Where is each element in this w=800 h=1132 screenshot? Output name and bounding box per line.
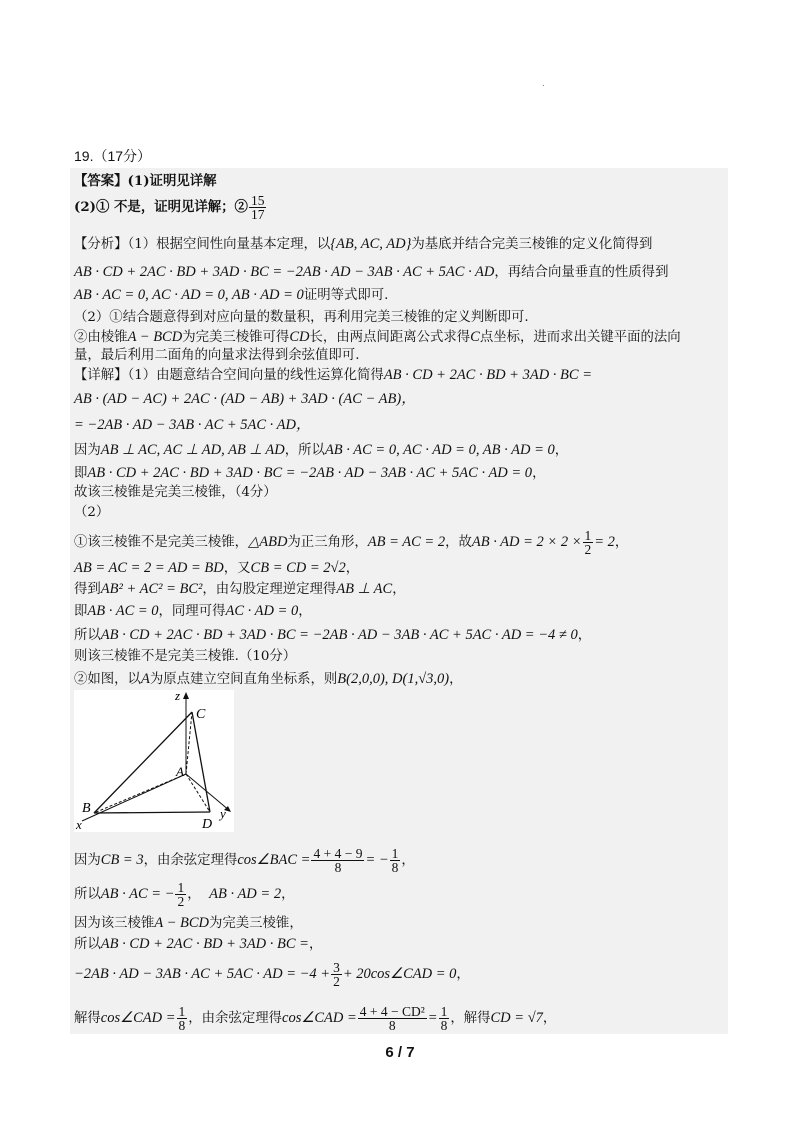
detail-line-5: 即AB · CD + 2AC · BD + 3AD · BC = −2AB · AD − 3AB · AC + 5AC · AD = 0， (74, 465, 546, 481)
analysis-line-5: ②由棱锥A − BCD为完美三棱锥可得CD长，由两点间距离公式求得C点坐标，进而求出关键平面的法向 (74, 329, 681, 345)
detail-line-9: AB = AC = 2 = AD = BD，又CB = CD = 2√2， (74, 560, 360, 576)
question-number: 19.（17分） (74, 148, 152, 164)
detail-line-7: （2） (74, 505, 110, 520)
pyramid-svg (74, 690, 234, 832)
detail-line-3: = −2AB · AD − 3AB · AC + 5AC · AD， (74, 417, 311, 433)
detail-line-12: 所以AB · CD + 2AC · BD + 3AD · BC = −2AB · AD − 3AB · AC + 5AC · AD = −4 ≠ 0， (74, 627, 592, 643)
z-axis-arrow (183, 692, 189, 699)
detail-line-17: 因为该三棱锥A − BCD为完美三棱锥， (74, 915, 303, 931)
detail-line-20: 解得cos∠CAD = $\frac{1}{8}$ ，由余弦定理得cos∠CAD = $\frac{\text{4 + 4 − CD²}}{8}$ = $\frac{1}{8}$ ，解得CD = √7， (74, 1004, 557, 1033)
label-x: x (76, 817, 82, 832)
analysis-line-4: （2）①结合题意得到对应向量的数量积，再利用完美三棱锥的定义判断即可. (74, 310, 529, 325)
label-y: y (220, 806, 226, 821)
edge-ac (186, 712, 192, 774)
analysis-line-3: AB · AC = 0, AC · AD = 0, AB · AD = 0证明等式即可. (74, 287, 389, 303)
label-b: B (82, 801, 91, 816)
analysis-line-2: AB · CD + 2AC · BD + 3AD · BC = −2AB · AD − 3AB · AC + 5AC · AD，再结合向量垂直的性质得到 (74, 264, 669, 280)
edge-bd (94, 812, 210, 813)
detail-line-1: 【详解】（1）由题意结合空间向量的线性运算化简得AB · CD + 2AC · BD + 3AD · BC = (74, 367, 592, 383)
detail-line-6: 故该三棱锥是完美三棱锥，（4分） (74, 485, 277, 500)
label-z: z (175, 690, 181, 703)
label-a: A (176, 764, 184, 779)
label-d: D (202, 817, 213, 832)
detail-line-19: −2AB · AD − 3AB · AC + 5AC · AD = −4 + $\frac{3}{2}$ + 20cos∠CAD = 0， (74, 960, 470, 989)
edge-bc (94, 712, 192, 813)
analysis-line-1: 【分析】（1）根据空间性向量基本定理，以{AB, AC, AD}为基底并结合完美三棱锥的定义化简得到 (74, 236, 653, 252)
corner-dot: . (542, 78, 545, 89)
detail-line-4: 因为AB ⊥ AC, AC ⊥ AD, AB ⊥ AD，所以AB · AC = 0, AC · AD = 0, AB · AD = 0， (74, 442, 569, 458)
detail-line-18: 所以AB · CD + 2AC · BD + 3AD · BC =， (74, 936, 323, 952)
detail-line-11: 即AB · AC = 0，同理可得AC · AD = 0， (74, 603, 312, 619)
detail-line-16: 所以AB · AC = − $\frac{1}{2}$ ， AB · AD = 2， (74, 880, 295, 909)
label-c: C (196, 707, 206, 722)
detail-line-14: ②如图，以A为原点建立空间直角坐标系，则B(2,0,0), D(1,√3,0)， (74, 671, 463, 687)
detail-line-13: 则该三棱锥不是完美三棱锥.（10分） (74, 649, 297, 664)
answer-line-2: (2)① 不是，证明见详解；② $\frac{15}{17}$ (74, 193, 265, 222)
detail-line-15: 因为CB = 3，由余弦定理得cos∠BAC = $\frac{4 + 4 - 9}{8}$ = − $\frac{1}{8}$ ， (74, 846, 415, 875)
pyramid-diagram (74, 690, 234, 832)
detail-line-10: 得到AB² + AC² = BC²，由勾股定理逆定理得AB ⊥ AC， (74, 581, 406, 597)
analysis-line-6: 量，最后利用二面角的向量求法得到余弦值即可. (74, 348, 360, 363)
detail-line-2: AB · (AD − AC) + 2AC · (AD − AB) + 3AD · (AC − AB)， (74, 391, 416, 407)
page-number: 6 / 7 (385, 1044, 415, 1061)
answer-line: 【答案】(1)证明见详解 (74, 173, 217, 189)
detail-line-8: ①该三棱锥不是完美三棱锥，△ABD为正三角形，AB = AC = 2，故AB · AD = 2 × 2 × $\frac{1}{2}$ = 2， (74, 528, 629, 557)
